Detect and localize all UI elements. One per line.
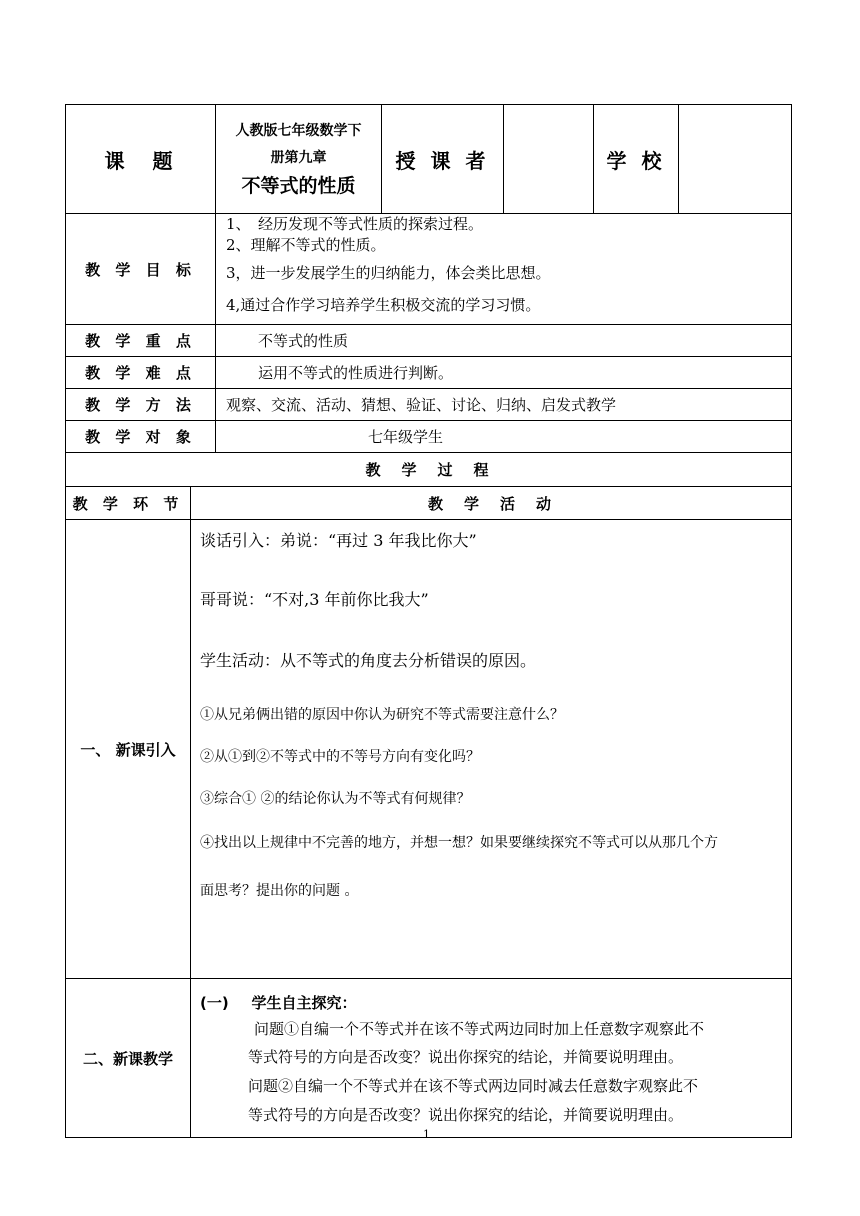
audience-value: 七年级学生	[216, 421, 792, 453]
page-number: 1	[423, 1128, 430, 1141]
objectives-row	[66, 214, 792, 325]
intro-question: ③综合① ②的结论你认为不等式有何规律？	[200, 791, 471, 807]
difficulty-value: 运用不等式的性质进行判断。	[216, 357, 792, 389]
intro-paragraph: 哥哥说：“不对,3 年前你比我大”	[200, 590, 429, 609]
section-new-lesson-label: 二、新课教学	[66, 979, 191, 1138]
topic-line1: 人教版七年级数学下	[235, 123, 362, 139]
objectives-label: 教 学 目 标	[66, 214, 216, 325]
section-intro-content	[191, 520, 792, 979]
key-point-value: 不等式的性质	[216, 325, 792, 357]
method-value: 观察、交流、活动、猜想、验证、讨论、归纳、启发式教学	[216, 389, 792, 421]
topic-cell	[216, 105, 382, 214]
intro-question: ④找出以上规律中不完善的地方，并想一想？如果要继续探究不等式可以从那几个方	[200, 835, 718, 851]
objective-item: 3，进一步发展学生的归纳能力，体会类比思想。	[226, 264, 551, 282]
process-header-row	[66, 487, 792, 520]
exploration-line: 等式符号的方向是否改变？说出你探究的结论，并简要说明理由。	[248, 1048, 684, 1066]
intro-paragraph: 谈话引入：弟说：“再过 3 年我比你大”	[200, 531, 477, 550]
process-title-row	[66, 453, 792, 487]
teacher-label: 授 课 者	[382, 105, 504, 214]
audience-label: 教 学 对 象	[66, 421, 216, 453]
school-value	[679, 105, 792, 214]
subsection-number: (一)	[200, 994, 229, 1012]
difficulty-label: 教 学 难 点	[66, 357, 216, 389]
school-label: 学 校	[594, 105, 679, 214]
difficulty-row	[66, 357, 792, 389]
process-title: 教 学 过 程	[66, 453, 792, 487]
section-new-lesson-content	[191, 979, 792, 1138]
objective-item: 2、理解不等式的性质。	[226, 236, 386, 254]
exploration-line: 问题②自编一个不等式并在该不等式两边同时减去任意数字观察此不	[248, 1077, 699, 1095]
section-intro-label: 一、 新课引入	[66, 520, 191, 979]
lesson-plan-table	[65, 104, 792, 1138]
topic-line2: 册第九章	[270, 150, 327, 166]
objective-item: 1、 经历发现不等式性质的探索过程。	[226, 215, 484, 233]
teacher-value	[504, 105, 594, 214]
section-intro-row	[66, 520, 792, 979]
exploration-line: 等式符号的方向是否改变？说出你探究的结论，并简要说明理由。	[248, 1106, 684, 1124]
intro-question: 面思考？提出你的问题 。	[200, 883, 359, 899]
objective-item: 4,通过合作学习培养学生积极交流的学习习惯。	[226, 296, 541, 314]
section-new-lesson-row	[66, 979, 792, 1138]
topic-label: 课 题	[66, 105, 216, 214]
subsection-title: 学生自主探究：	[251, 994, 357, 1012]
intro-question: ①从兄弟俩出错的原因中你认为研究不等式需要注意什么？	[200, 707, 564, 723]
intro-paragraph: 学生活动：从不等式的角度去分析错误的原因。	[200, 651, 537, 670]
exploration-line: 问题①自编一个不等式并在该不等式两边同时加上任意数字观察此不	[254, 1020, 705, 1038]
activity-header: 教 学 活 动	[191, 487, 792, 520]
intro-question: ②从①到②不等式中的不等号方向有变化吗？	[200, 749, 480, 765]
key-point-label: 教 学 重 点	[66, 325, 216, 357]
method-label: 教 学 方 法	[66, 389, 216, 421]
key-point-row	[66, 325, 792, 357]
header-row	[66, 105, 792, 214]
audience-row	[66, 421, 792, 453]
objectives-cell	[216, 214, 792, 325]
stage-header: 教 学 环 节	[66, 487, 191, 520]
topic-title: 不等式的性质	[241, 175, 356, 197]
method-row	[66, 389, 792, 421]
